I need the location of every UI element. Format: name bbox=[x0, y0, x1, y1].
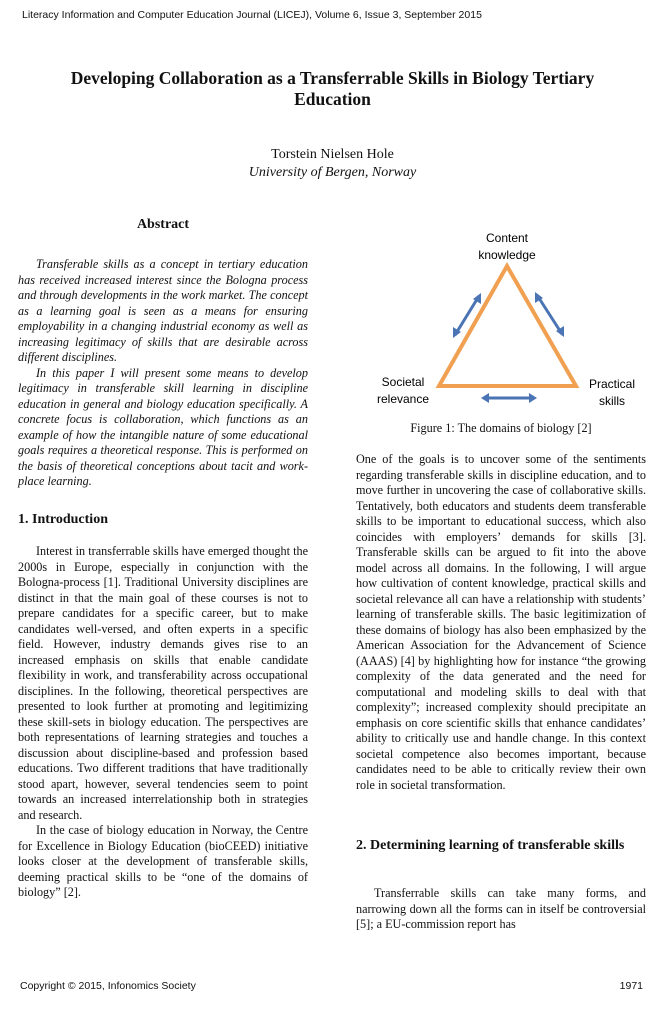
abstract-body bbox=[18, 257, 308, 490]
running-header: Literacy Information and Computer Education Journal (LICEJ), Volume 6, Issue 3, September 2015 bbox=[22, 9, 482, 21]
label-knowledge: knowledge bbox=[478, 248, 536, 262]
footer-copyright: Copyright © 2015, Infonomics Society bbox=[20, 980, 196, 992]
paper-title: Developing Collaboration as a Transferrable Skills in Biology Tertiary Education bbox=[70, 68, 595, 109]
author-name: Torstein Nielsen Hole bbox=[271, 147, 394, 162]
body-paragraph: Interest in transferrable skills have emerged thought the 2000s in Europe, especially in conjunction with the Bologna-process [1]. Traditional University disciplines are distinct in that the main goal of these courses is not to prepare candidates for a specific career, but to make candidates well-versed, and often experts in a specific field. However, industry demands gives rise to an increased emphasis on skills that enable candidate flexibility in work, and transferability across occupational disciplines. In the following, theoretical perspectives are presented to look further at promoting and legitimizing these skill-sets in biology education. The perspectives are both representations of learning strategies and touches a discussion about discipline-based and profession based educations. Two different traditions that have traditionally stood apart, however, several tendencies seem to point towards an increased interrelationship both in strategies and research. bbox=[18, 544, 308, 822]
arrow-societal-practical bbox=[481, 393, 537, 403]
section-2-body bbox=[356, 886, 646, 933]
domains-of-biology-figure bbox=[356, 224, 646, 419]
section-1-body bbox=[18, 544, 308, 901]
label-practical: Practical bbox=[588, 377, 636, 391]
body-paragraph: One of the goals is to uncover some of the sentiments regarding transferable skills in discipline education, and to move further in uncovering the case of collaborative skills. Tentatively, both educators and students deem transferable skills to be important to educational success, which also coincides with employers’ demands for skills [3]. Transferable skills can be argued to fit into the above model across all domains. In the following, I will argue how cultivation of content knowledge, practical skills and societal relevance all can have a relationship with students’ learning of transferable skills. The basic legitimization of these domains of biology has also been emphasized by the American Association for the Advancement of Science (AAAS) [4] by highlighting how for instance “the growing complexity of the data generated and the need for computational and modeling skills to deal with that complexity”; increased complexity should precipitate an emphasis on core scientific skills that enhance candidates’ ability to critically use and handle change. In this context societal competence also becomes important, because candidates need to be able to critically review their own role in societal transformation. bbox=[356, 452, 646, 792]
abstract-paragraph: Transferable skills as a concept in tertiary education has received increased interest since the Bologna process and through developments in the work market. The concept as a learning goal is seen as a means for ensuring employability in a changing industrial economy as well as increasing legitimacy of skills that are desirable across different disciplines. bbox=[18, 257, 308, 364]
figure-caption: Figure 1: The domains of biology [2] bbox=[410, 421, 592, 435]
abstract-paragraph: In this paper I will present some means to develop legitimacy in transferable skill learning in discipline education in general and biology education specifically. A concrete focus is collaboration, which functions as an example of how the intangible nature of some educational goals requires a theoretical response. This is performed on the basis of theoretical conceptions about tacit and work-place learning. bbox=[18, 365, 308, 488]
right-column-body bbox=[356, 452, 646, 793]
section-2-heading: 2. Determining learning of transferable skills bbox=[356, 838, 625, 853]
label-skills: skills bbox=[599, 394, 625, 408]
section-1-heading: 1. Introduction bbox=[18, 512, 108, 527]
label-societal: Societal bbox=[381, 375, 425, 389]
arrow-content-practical bbox=[535, 292, 564, 337]
abstract-heading: Abstract bbox=[136, 217, 190, 232]
body-paragraph: In the case of biology education in Norway, the Centre for Excellence in Biology Education (bioCEED) initiative looks closer at the development of transferable skills, deeming practical skills to be “one of the domains of biology” [2]. bbox=[18, 823, 308, 899]
body-paragraph: Transferrable skills can take many forms, and narrowing down all the forms can in itself be controversial [5]; a EU-commission report has bbox=[356, 886, 646, 931]
label-relevance: relevance bbox=[376, 392, 430, 406]
label-content: Content bbox=[485, 231, 529, 245]
author-affiliation: University of Bergen, Norway bbox=[248, 165, 417, 180]
page-number: 1971 bbox=[619, 980, 643, 992]
